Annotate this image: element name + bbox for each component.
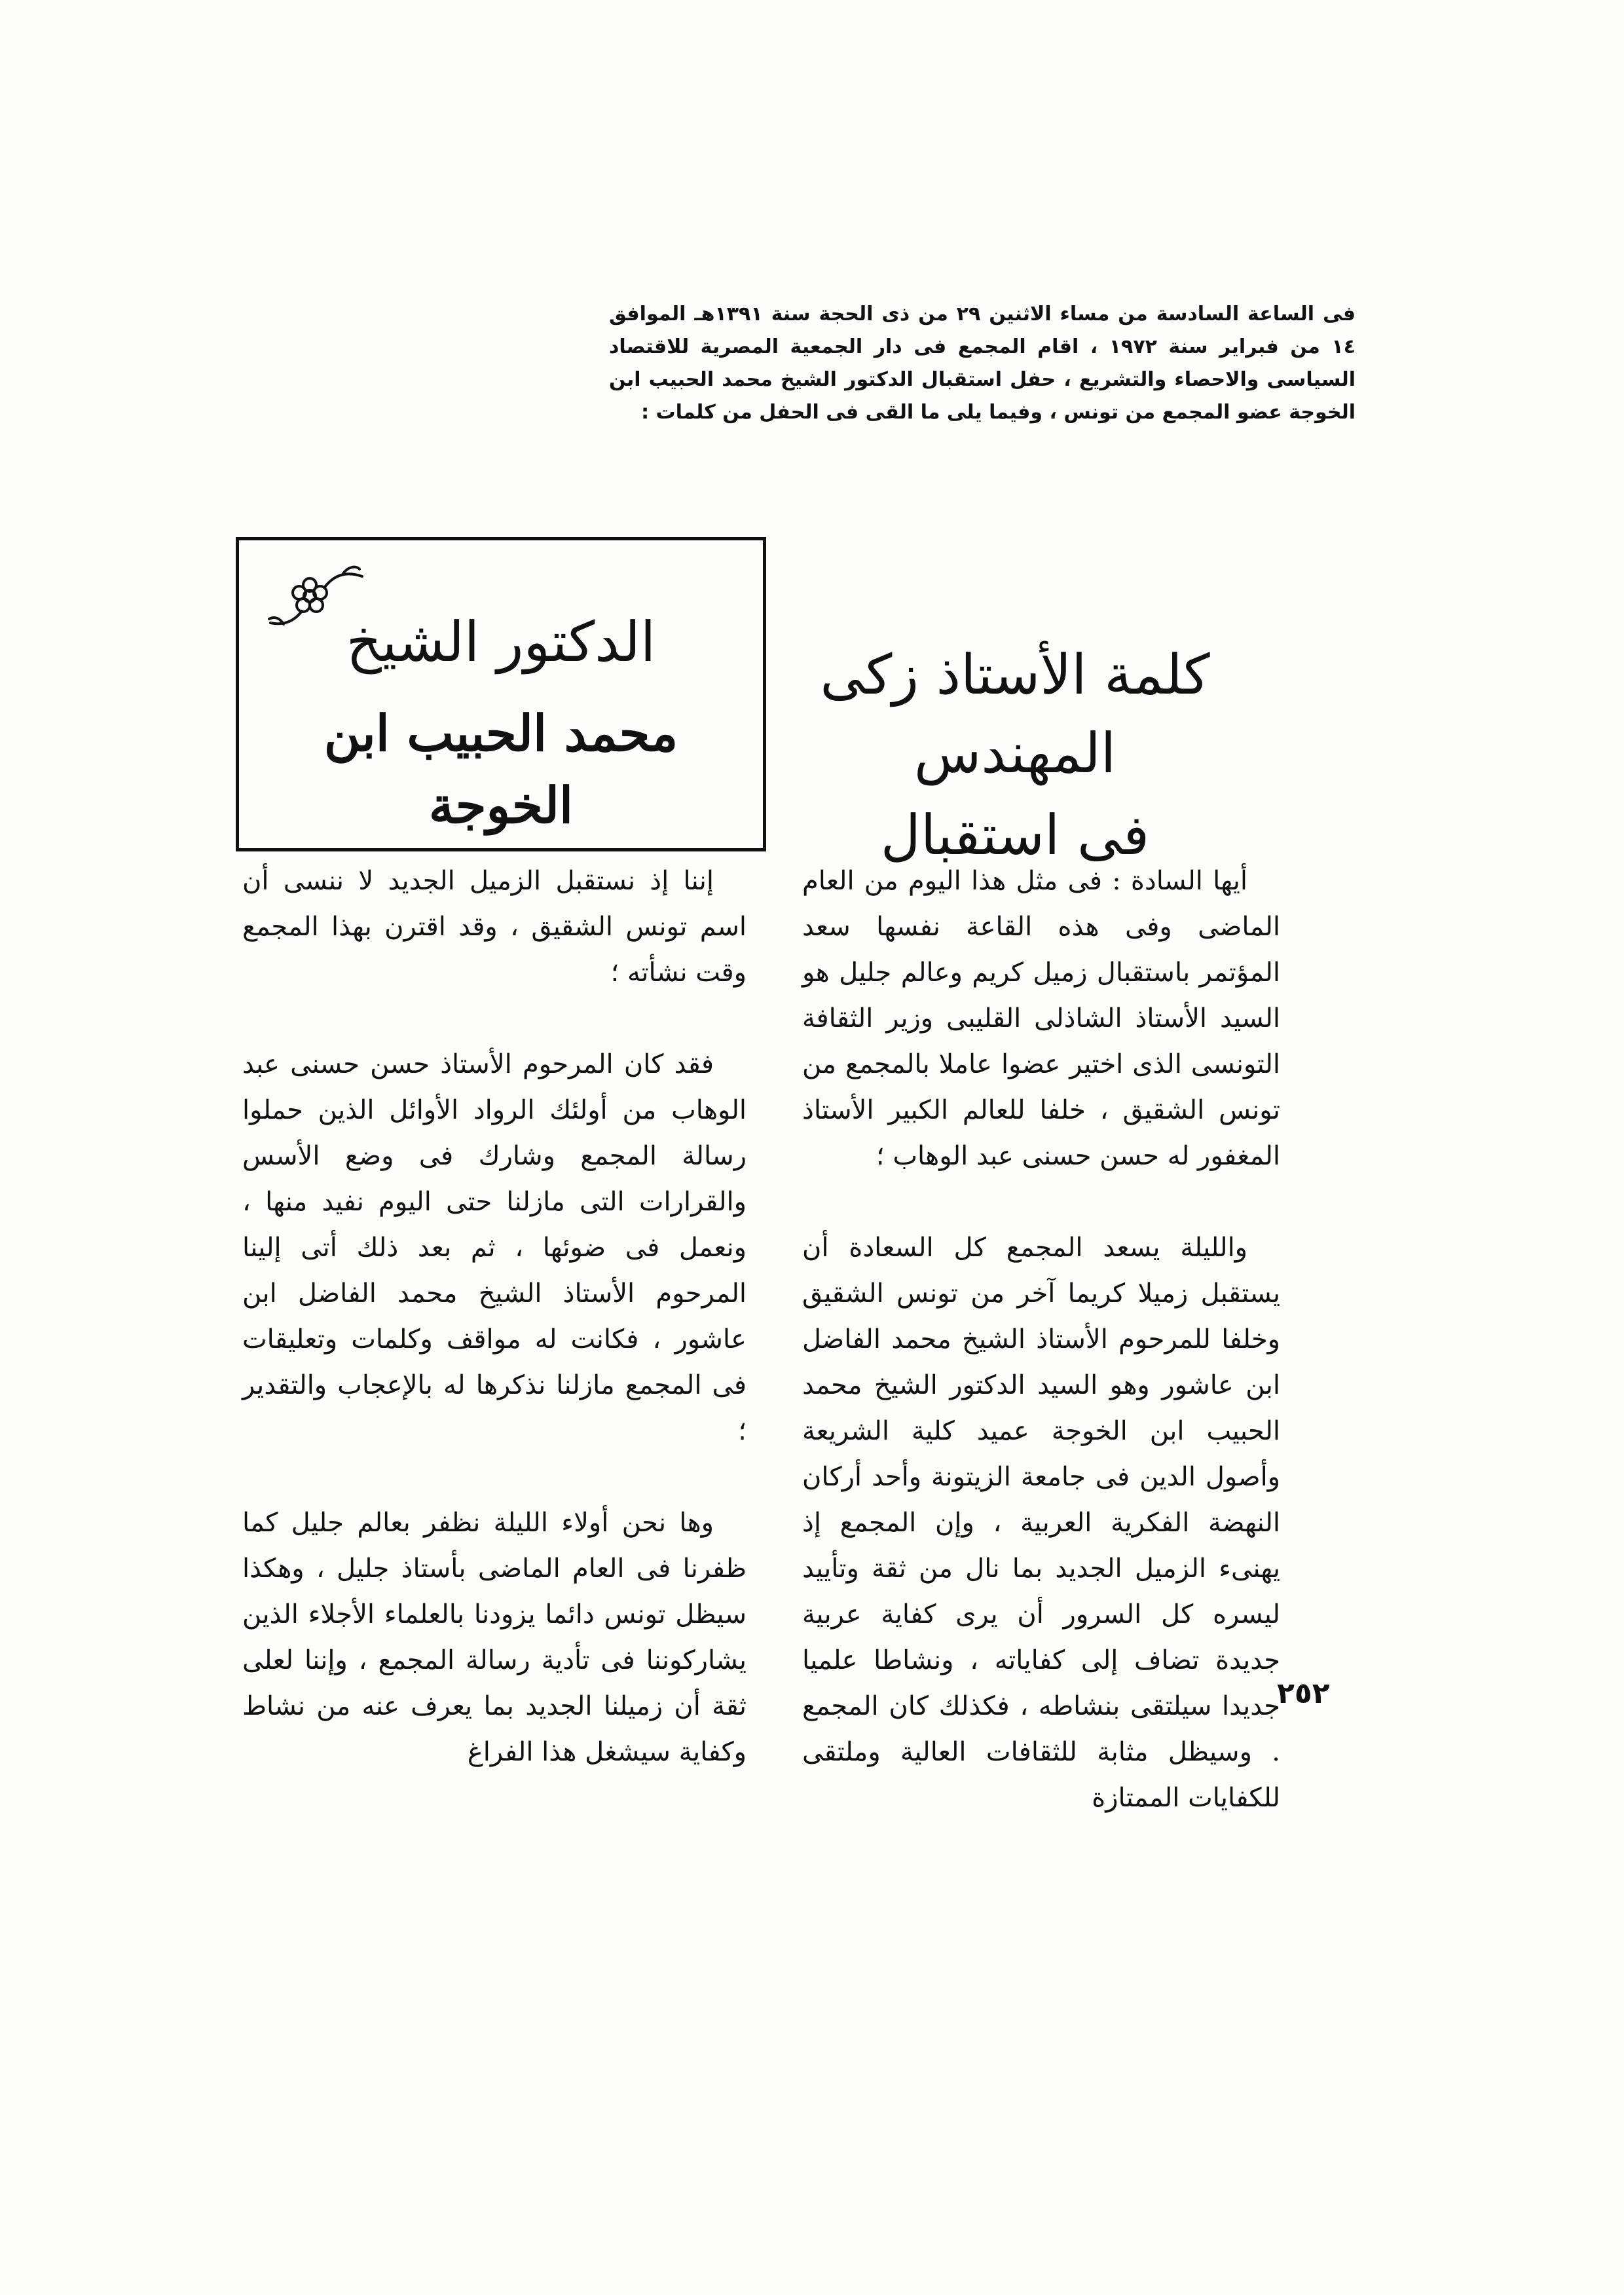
right-text-column [802, 858, 1280, 1867]
article-heading [766, 635, 1264, 878]
intro-text: فى الساعة السادسة من مساء الاثنين ٢٩ من ذى الحجة سنة ١٣٩١هـ الموافق ١٤ من فبراير سنة ١٩٧٢ ، اقام المجمع فى دار الجمعية المصرية للاقتصاد السياسى والاحصاء والتشريع ، حفل استقبال الدكتور الشيخ محمد الحبيب ابن الخوجة عضو المجمع من تونس ، وفيما يلى ما القى فى الحفل من كلمات : [609, 303, 1356, 424]
left-paragraph-2: فقد كان المرحوم الأستاذ حسن حسنى عبد الوهاب من أولئك الرواد الأوائل الذين حملوا رسالة المجمع وشارك فى وضع الأسس والقرارات التى مازلنا حتى اليوم نفيد منها ، ونعمل فى ضوئها ، ثم بعد ذلك أتى إلينا المرحوم الأستاذ الشيخ محمد الفاضل ابن عاشور ، فكانت له مواقف وكلمات وتعليقات فى المجمع مازلنا نذكرها له بالإعجاب والتقدير ؛ [242, 1049, 747, 1446]
title-name-line-1: الدكتور الشيخ [346, 610, 656, 674]
heading-line-1: كلمة الأستاذ زكى المهندس [820, 643, 1210, 785]
right-paragraph-1: أيها السادة : فى مثل هذا اليوم من العام الماضى وفى هذه القاعة نفسها سعد المؤتمر باستقبال زميل كريم وعالم جليل هو السيد الأستاذ الشاذلى القليبى وزير الثقافة التونسى الذى اختير عضوا عاملا بالمجمع من تونس الشقيق ، خلفا للعالم الكبير الأستاذ المغفور له حسن حسنى عبد الوهاب ؛ [802, 866, 1280, 1171]
right-paragraph-2: والليلة يسعد المجمع كل السعادة أن يستقبل زميلا كريما آخر من تونس الشقيق وخلفا للمرحوم الأستاذ الشيخ محمد الفاضل ابن عاشور وهو السيد الدكتور الشيخ محمد الحبيب ابن الخوجة عميد كلية الشريعة وأصول الدين فى جامعة الزيتونة وأحد أركان النهضة الفكرية العربية ، وإن المجمع إذ يهنىء الزميل الجديد بما نال من ثقة وتأييد ليسره كل السرور أن يرى كفاية عربية جديدة تضاف إلى كفاياته ، ونشاطا علميا جديدا سيلتقى بنشاطه ، فكذلك كان المجمع . وسيظل مثابة للثقافات العالية وملتقى للكفايات الممتازة [802, 1233, 1280, 1813]
heading-line-2: فى استقبال [880, 803, 1150, 867]
title-name-line-2: محمد الحبيب ابن الخوجة [323, 704, 678, 834]
left-paragraph-3: وها نحن أولاء الليلة نظفر بعالم جليل كما ظفرنا فى العام الماضى بأستاذ جليل ، وهكذا سيظل تونس دائما يزودنا بالعلماء الأجلاء الذين يشاركوننا فى تأدية رسالة المجمع ، وإننا لعلى ثقة أن زميلنا الجديد بما يعرف عنه من نشاط وكفاية سيشغل هذا الفراغ [242, 1508, 747, 1767]
intro-paragraph [609, 298, 1356, 429]
title-box [236, 537, 766, 851]
page-number: ٢٥٢ [1277, 1677, 1330, 1710]
left-text-column [242, 858, 747, 1821]
left-paragraph-1: إننا إذ نستقبل الزميل الجديد لا ننسى أن اسم تونس الشقيق ، وقد اقترن بهذا المجمع وقت نشأته ؛ [242, 866, 747, 988]
